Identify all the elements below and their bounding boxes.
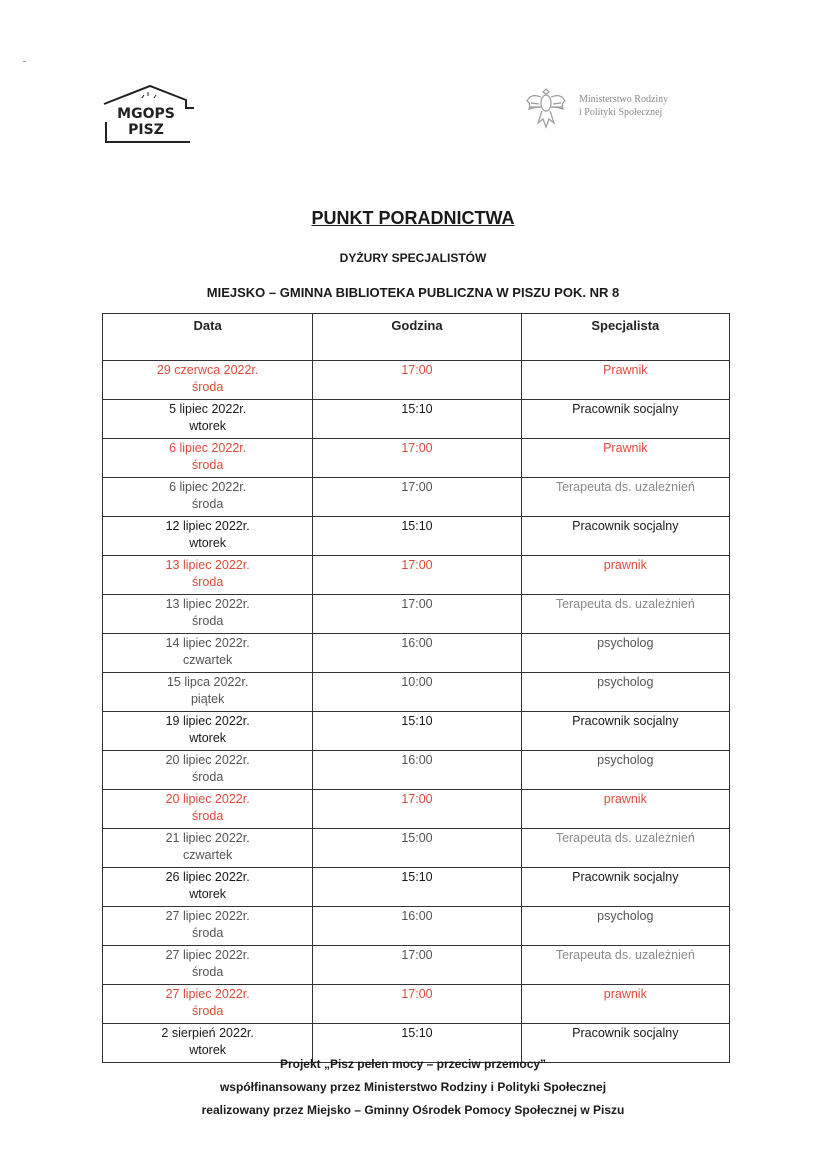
ministry-logo xyxy=(523,83,668,133)
date-text: 6 lipiec 2022r. xyxy=(169,480,247,494)
specialist-cell: psycholog xyxy=(521,634,729,673)
specialist-cell: Pracownik socjalny xyxy=(521,400,729,439)
table-row xyxy=(103,790,730,829)
date-cell xyxy=(103,478,313,517)
weekday-text: wtorek xyxy=(189,419,227,433)
date-text: 15 lipca 2022r. xyxy=(166,675,249,689)
specialist-cell: prawnik xyxy=(521,790,729,829)
date-text: 27 lipiec 2022r. xyxy=(165,948,250,962)
logo-text-line2: PISZ xyxy=(128,122,164,138)
specialist-cell: Terapeuta ds. uzależnień xyxy=(521,946,729,985)
house-logo-icon xyxy=(102,82,198,148)
time-cell: 15:10 xyxy=(313,712,521,751)
date-cell xyxy=(103,712,313,751)
weekday-text: środa xyxy=(192,380,224,394)
date-cell xyxy=(103,517,313,556)
date-cell xyxy=(103,673,313,712)
table-header-row xyxy=(103,314,730,361)
ministry-line1: Ministerstwo Rodziny xyxy=(579,94,669,105)
specialist-cell: psycholog xyxy=(521,673,729,712)
time-cell: 15:10 xyxy=(313,868,521,907)
time-cell: 17:00 xyxy=(313,556,521,595)
page-title: PUNKT PORADNICTWA xyxy=(311,208,515,228)
date-cell xyxy=(103,907,313,946)
table-row xyxy=(103,634,730,673)
table-row xyxy=(103,478,730,517)
weekday-text: wtorek xyxy=(189,731,227,745)
time-cell: 17:00 xyxy=(313,439,521,478)
date-text: 20 lipiec 2022r. xyxy=(165,753,250,767)
weekday-text: czwartek xyxy=(182,848,233,862)
column-header-specialist: Specjalista xyxy=(521,314,729,361)
mgops-logo xyxy=(102,82,198,148)
date-text: 6 lipiec 2022r. xyxy=(169,441,247,455)
weekday-text: środa xyxy=(192,614,224,628)
eagle-emblem-icon xyxy=(523,83,569,131)
weekday-text: wtorek xyxy=(189,1043,227,1057)
weekday-text: wtorek xyxy=(189,536,227,550)
date-text: 29 czerwca 2022r. xyxy=(156,363,259,377)
weekday-text: środa xyxy=(192,770,224,784)
footer-line1: Projekt „Pisz pełen mocy – przeciw przemocy” xyxy=(279,1057,547,1071)
weekday-text: czwartek xyxy=(182,653,233,667)
specialist-cell: prawnik xyxy=(521,556,729,595)
date-cell xyxy=(103,790,313,829)
date-text: 5 lipiec 2022r. xyxy=(169,402,247,416)
specialist-cell: Pracownik socjalny xyxy=(521,712,729,751)
time-cell: 17:00 xyxy=(313,478,521,517)
specialist-cell: psycholog xyxy=(521,751,729,790)
location-heading: MIEJSKO – GMINNA BIBLIOTEKA PUBLICZNA W PISZU POK. NR 8 xyxy=(206,285,620,300)
table-row xyxy=(103,868,730,907)
specialist-cell: Terapeuta ds. uzależnień xyxy=(521,478,729,517)
table-row xyxy=(103,907,730,946)
column-header-date: Data xyxy=(103,314,313,361)
weekday-text: piątek xyxy=(190,692,225,706)
date-text: 21 lipiec 2022r. xyxy=(165,831,250,845)
time-cell: 16:00 xyxy=(313,751,521,790)
schedule-table xyxy=(102,313,730,1063)
specialist-cell: Terapeuta ds. uzależnień xyxy=(521,829,729,868)
date-text: 13 lipiec 2022r. xyxy=(165,558,250,572)
weekday-text: środa xyxy=(192,926,224,940)
scan-mark xyxy=(23,61,26,62)
time-cell: 17:00 xyxy=(313,790,521,829)
date-text: 27 lipiec 2022r. xyxy=(165,909,250,923)
table-row xyxy=(103,400,730,439)
table-row xyxy=(103,673,730,712)
weekday-text: środa xyxy=(192,965,224,979)
specialist-cell: Prawnik xyxy=(521,361,729,400)
date-cell xyxy=(103,595,313,634)
date-cell xyxy=(103,556,313,595)
weekday-text: środa xyxy=(192,809,224,823)
time-cell: 15:00 xyxy=(313,829,521,868)
specialist-cell: Pracownik socjalny xyxy=(521,517,729,556)
table-row xyxy=(103,439,730,478)
specialist-cell: psycholog xyxy=(521,907,729,946)
footer-line2: współfinansowany przez Ministerstwo Rodziny i Polityki Społecznej xyxy=(219,1080,607,1094)
time-cell: 15:10 xyxy=(313,400,521,439)
weekday-text: środa xyxy=(192,497,224,511)
ministry-line2: i Polityki Społecznej xyxy=(579,107,663,118)
table-row xyxy=(103,556,730,595)
time-cell: 16:00 xyxy=(313,907,521,946)
date-cell xyxy=(103,946,313,985)
ministry-name xyxy=(579,93,668,119)
specialist-cell: Pracownik socjalny xyxy=(521,868,729,907)
date-cell xyxy=(103,985,313,1024)
weekday-text: środa xyxy=(192,1004,224,1018)
weekday-text: środa xyxy=(192,458,224,472)
time-cell: 15:10 xyxy=(313,517,521,556)
date-text: 2 sierpień 2022r. xyxy=(161,1026,254,1040)
time-cell: 17:00 xyxy=(313,595,521,634)
date-cell xyxy=(103,868,313,907)
table-row xyxy=(103,751,730,790)
logo-text-line1: MGOPS xyxy=(117,106,175,122)
time-cell: 15:10 xyxy=(313,1024,521,1063)
date-cell xyxy=(103,751,313,790)
time-cell: 10:00 xyxy=(313,673,521,712)
date-text: 20 lipiec 2022r. xyxy=(165,792,250,806)
table-row xyxy=(103,712,730,751)
specialist-cell: Terapeuta ds. uzależnień xyxy=(521,595,729,634)
specialist-cell: Prawnik xyxy=(521,439,729,478)
project-footer xyxy=(0,1053,826,1122)
date-cell xyxy=(103,634,313,673)
table-row xyxy=(103,946,730,985)
table-row xyxy=(103,595,730,634)
date-text: 13 lipiec 2022r. xyxy=(165,597,250,611)
specialist-cell: Pracownik socjalny xyxy=(521,1024,729,1063)
weekday-text: środa xyxy=(192,575,224,589)
time-cell: 17:00 xyxy=(313,946,521,985)
time-cell: 17:00 xyxy=(313,985,521,1024)
table-row xyxy=(103,985,730,1024)
time-cell: 17:00 xyxy=(313,361,521,400)
time-cell: 16:00 xyxy=(313,634,521,673)
footer-line3: realizowany przez Miejsko – Gminny Ośrodek Pomocy Społecznej w Piszu xyxy=(201,1103,625,1117)
date-cell xyxy=(103,439,313,478)
date-cell xyxy=(103,361,313,400)
date-cell xyxy=(103,400,313,439)
table-row xyxy=(103,829,730,868)
page-subtitle: DYŻURY SPECJALISTÓW xyxy=(339,251,487,265)
column-header-time: Godzina xyxy=(313,314,521,361)
date-text: 14 lipiec 2022r. xyxy=(165,636,250,650)
weekday-text: wtorek xyxy=(189,887,227,901)
date-cell xyxy=(103,829,313,868)
date-text: 27 lipiec 2022r. xyxy=(165,987,250,1001)
date-text: 26 lipiec 2022r. xyxy=(165,870,250,884)
table-row xyxy=(103,517,730,556)
table-row xyxy=(103,361,730,400)
date-text: 12 lipiec 2022r. xyxy=(165,519,250,533)
date-text: 19 lipiec 2022r. xyxy=(165,714,250,728)
specialist-cell: prawnik xyxy=(521,985,729,1024)
